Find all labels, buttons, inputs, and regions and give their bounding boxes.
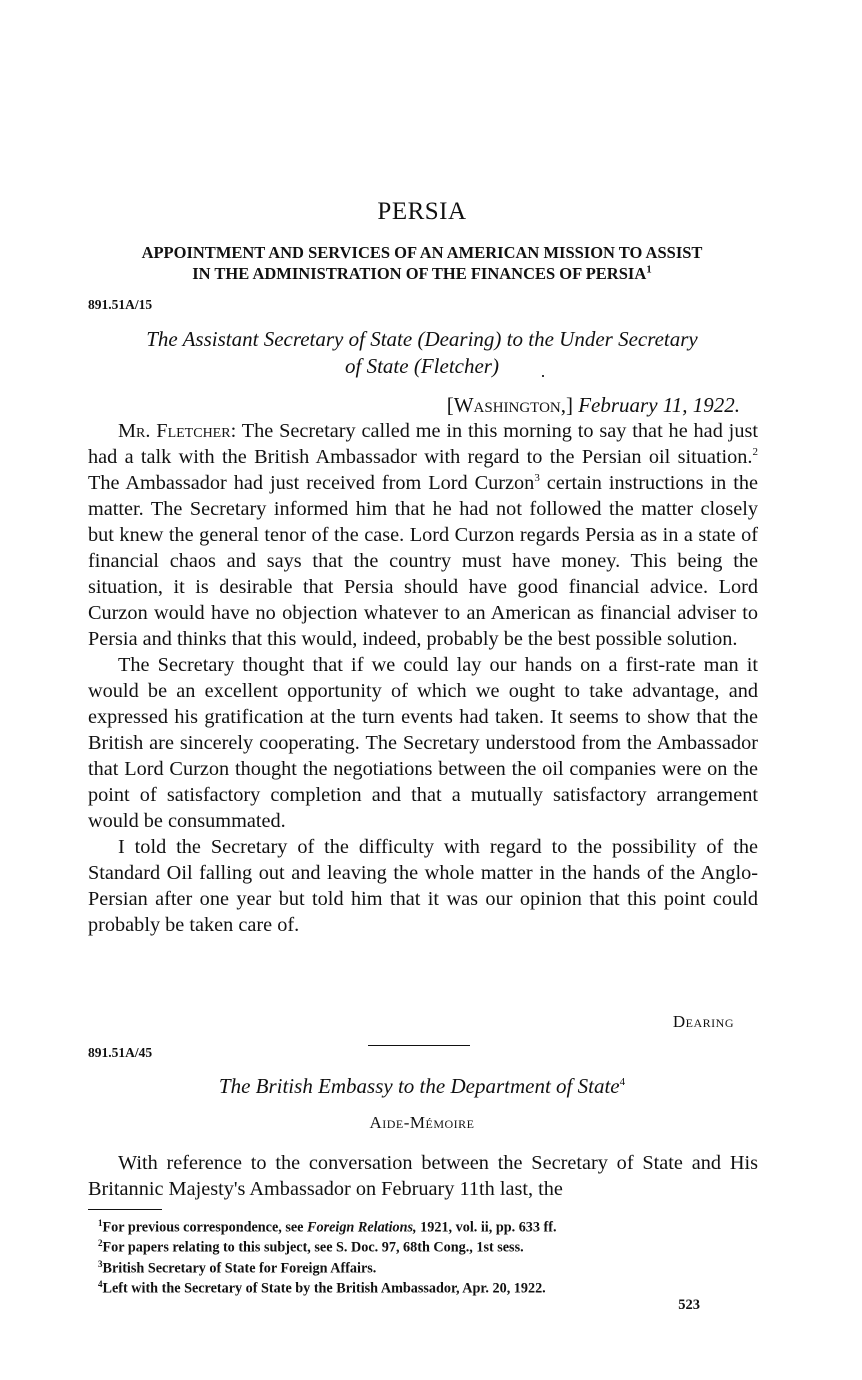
dateline — [447, 393, 740, 418]
footnote-1 — [98, 1216, 758, 1236]
subtitle-line-2 — [86, 263, 758, 284]
section-subtitle — [86, 242, 758, 284]
section-divider — [368, 1045, 470, 1046]
footnote-1-text: For previous correspondence, see — [102, 1219, 308, 1236]
file-number-1: 891.51A/15 — [88, 297, 153, 312]
footnote-1-italic: Foreign Relations, — [307, 1219, 417, 1236]
doc1-heading — [86, 326, 758, 380]
page-title: PERSIA — [377, 198, 467, 225]
doc2-heading — [86, 1073, 758, 1100]
document-type: Aide-Mémoire — [369, 1113, 475, 1132]
date: February 11, 1922. — [578, 393, 740, 417]
doc2-paragraph-1: With reference to the conversation between the Secretary of State and His Britannic Majesty's Ambassador on February 11th last, the — [88, 1152, 758, 1200]
doc2-body — [88, 1150, 758, 1202]
footnote-ref-1: 1 — [646, 263, 652, 276]
footnotes — [98, 1216, 758, 1297]
doc1-paragraph-1 — [88, 418, 758, 652]
doc1-paragraph-3: I told the Secretary of the difficulty with regard to the possibility of the Standard Oil falling out and leaving the whole matter in the hands of the Anglo-Persian after one year but told him that it was our opinion that this point could probably be taken care of. — [88, 836, 758, 936]
footnote-2-text: For papers relating to this subject, see S. Doc. 97, 68th Cong., 1st sess. — [102, 1240, 524, 1257]
footnote-4-text: Left with the Secretary of State by the British Ambassador, Apr. 20, 1922. — [102, 1280, 546, 1297]
footnote-2 — [98, 1236, 758, 1256]
doc1-p1-a: The Secretary called me in this morning to say that he had just had a talk with the British Ambassador with regard to the Persian oil situation. — [88, 420, 758, 468]
footnote-2-number: 2 — [98, 1238, 103, 1249]
footnote-3 — [98, 1257, 758, 1277]
print-speck — [542, 375, 544, 377]
footnote-rule — [88, 1209, 162, 1210]
footnote-ref-4: 4 — [619, 1076, 626, 1088]
doc1-body — [88, 418, 758, 938]
doc1-p1-b: The Ambassador had just received from Lord Curzon — [88, 472, 535, 494]
doc1-heading-line-1: The Assistant Secretary of State (Dearing) to the Under Secretary — [146, 327, 698, 351]
footnote-1-tail: 1921, vol. ii, pp. 633 ff. — [416, 1219, 557, 1236]
footnote-4 — [98, 1277, 758, 1297]
subtitle-line-1: APPOINTMENT AND SERVICES OF AN AMERICAN MISSION TO ASSIST — [141, 243, 703, 262]
footnote-ref-2: 2 — [752, 446, 758, 459]
footnote-3-number: 3 — [98, 1258, 103, 1269]
footnote-3-text: British Secretary of State for Foreign Affairs. — [102, 1260, 377, 1277]
signature: Dearing — [672, 1012, 734, 1031]
date-place: [Washington,] — [446, 393, 573, 417]
document-page — [86, 0, 758, 1380]
doc1-heading-line-2: of State (Fletcher) — [345, 354, 499, 378]
doc1-p1-c: certain instructions in the matter. The Secretary informed him that he had not followed the matter closely but knew the general tenor of the case. Lord Curzon regards Persia as in a state of financial chaos and says that the country must have money. This being the situation, it is desirable that Persia should have good financial advice. Lord Curzon would have no objection whatever to an American as financial adviser to Persia and thinks that this would, indeed, probably be the best possible solution. — [88, 472, 758, 650]
footnote-ref-3: 3 — [534, 472, 540, 485]
page-number: 523 — [678, 1297, 700, 1313]
footnote-1-number: 1 — [98, 1218, 103, 1228]
salutation: Mr. Fletcher: — [118, 420, 237, 442]
footnote-4-number: 4 — [98, 1278, 103, 1289]
file-number-2: 891.51A/45 — [88, 1045, 153, 1060]
doc2-heading-text: The British Embassy to the Department of State — [218, 1074, 620, 1098]
doc1-paragraph-2: The Secretary thought that if we could lay our hands on a first-rate man it would be an excellent opportunity of which we ought to take advantage, and expressed his gratification at the turn events had taken. It seems to show that the British are sincerely cooperating. The Secretary understood from the Ambassador that Lord Curzon thought the negotiations between the oil companies were on the point of satisfactory completion and that a mutually satisfactory arrangement would be consummated. — [88, 654, 758, 832]
subtitle-line-2-text: IN THE ADMINISTRATION OF THE FINANCES OF PERSIA — [192, 264, 647, 283]
